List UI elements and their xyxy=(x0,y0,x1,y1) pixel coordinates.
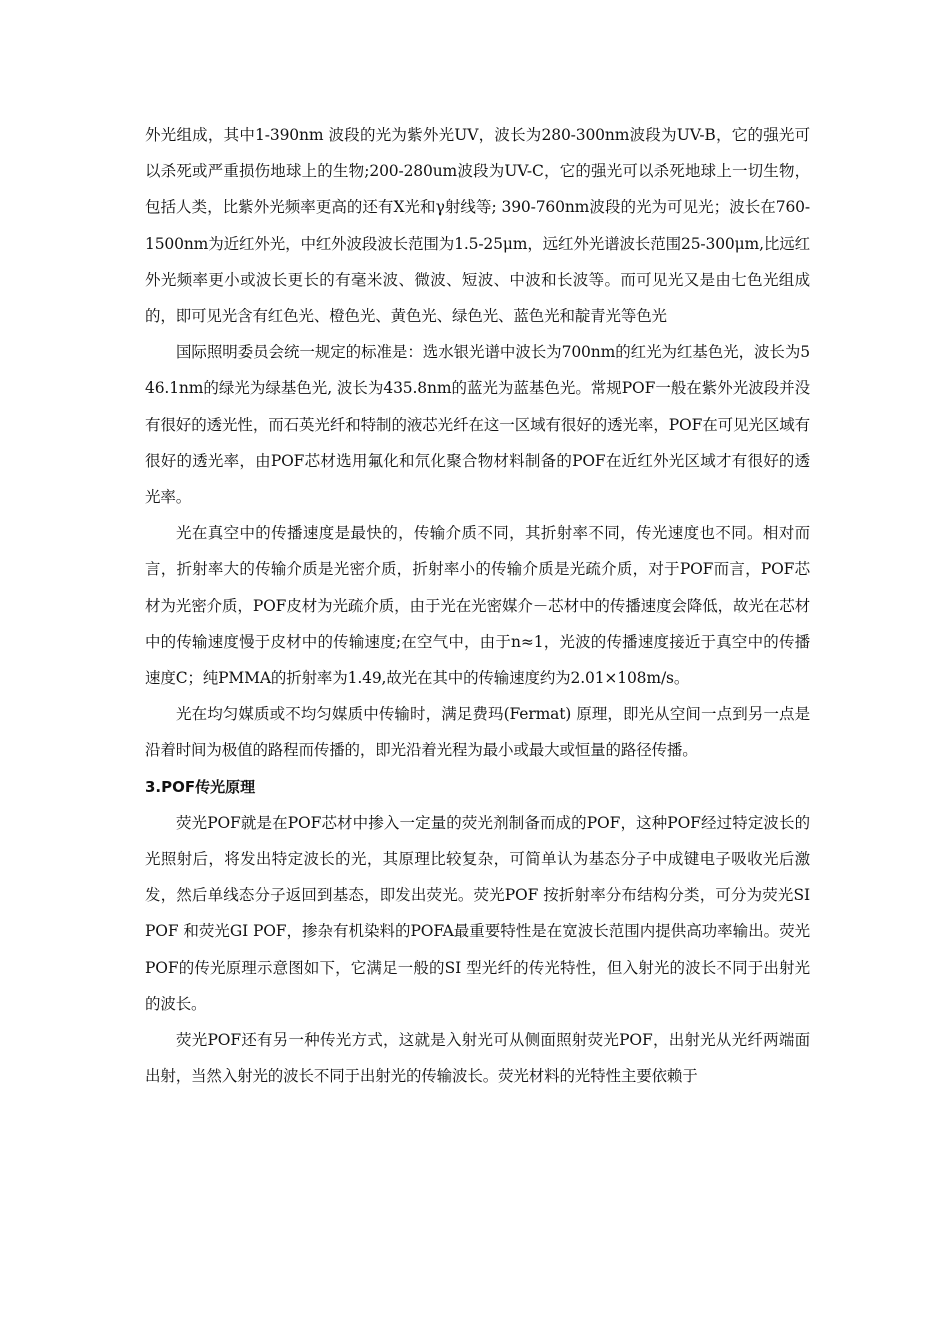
section-heading: 3.POF传光原理 xyxy=(145,777,256,796)
paragraph-light-spectrum: 外光组成，其中1-390nm 波段的光为紫外光UV，波长为280-300nm波段为UV-B，它的强光可以杀死或严重损伤地球上的生物;200-280um波段为UV-C，它的强光可以杀死地球上一切生物，包括人类，比紫外光频率更高的还有X光和γ射线等; 390-760nm波段的光为可见光；波长在760-1500nm为近红外光，中红外波段波长范围为1.5-25μm，远红外光谱波长范围25-300μm,比远红外光频率更小或波长更长的有毫米波、微波、短波、中波和长波等。而可见光又是由七色光组成的，即可见光含有红色光、橙色光、黄色光、绿色光、蓝色光和靛青光等色光 xyxy=(145,126,810,326)
paragraph-cie-standard: 国际照明委员会统一规定的标准是：选水银光谱中波长为700nm的红光为红基色光，波长为546.1nm的绿光为绿基色光, 波长为435.8nm的蓝光为蓝基色光。常规POF一般在紫外光波段并没有很好的透光性，而石英光纤和特制的液芯光纤在这一区域有很好的透光率，POF在可见光区域有很好的透光率，由POF芯材选用氟化和氘化聚合物材料制备的POF在近红外光区域才有很好的透光率。 xyxy=(145,343,810,507)
paragraph-fluorescent-pof: 荧光POF就是在POF芯材中掺入一定量的荧光剂制备而成的POF，这种POF经过特定波长的光照射后，将发出特定波长的光，其原理比较复杂，可简单认为基态分子中成键电子吸收光后激发，然后单线态分子返回到基态，即发出荧光。荧光POF 按折射率分布结构分类，可分为荧光SI POF 和荧光GI POF，掺杂有机染料的POFA最重要特性是在宽波长范围内提供高功率输出。荧光POF的传光原理示意图如下，它满足一般的SI 型光纤的传光特性，但入射光的波长不同于出射光的波长。 xyxy=(145,813,810,1013)
paragraph-fermat-principle: 光在均匀媒质或不均匀媒质中传输时，满足费玛(Fermat) 原理，即光从空间一点到另一点是沿着时间为极值的路程而传播的，即光沿着光程为最小或最大或恒量的路径传播。 xyxy=(145,705,810,760)
paragraph-propagation-speed: 光在真空中的传播速度是最快的，传输介质不同，其折射率不同，传光速度也不同。相对而言，折射率大的传输介质是光密介质，折射率小的传输介质是光疏介质，对于POF而言，POF芯材为光密介质，POF皮材为光疏介质，由于光在光密媒介－芯材中的传播速度会降低，故光在芯材中的传输速度慢于皮材中的传输速度;在空气中，由于n≈1，光波的传播速度接近于真空中的传播速度C；纯PMMA的折射率为1.49,故光在其中的传输速度约为2.01×108m/s。 xyxy=(145,524,810,688)
paragraph-side-illumination: 荧光POF还有另一种传光方式，这就是入射光可从侧面照射荧光POF，出射光从光纤两端面出射，当然入射光的波长不同于出射光的传输波长。荧光材料的光特性主要依赖于 xyxy=(145,1031,810,1086)
document-page xyxy=(145,117,810,1094)
